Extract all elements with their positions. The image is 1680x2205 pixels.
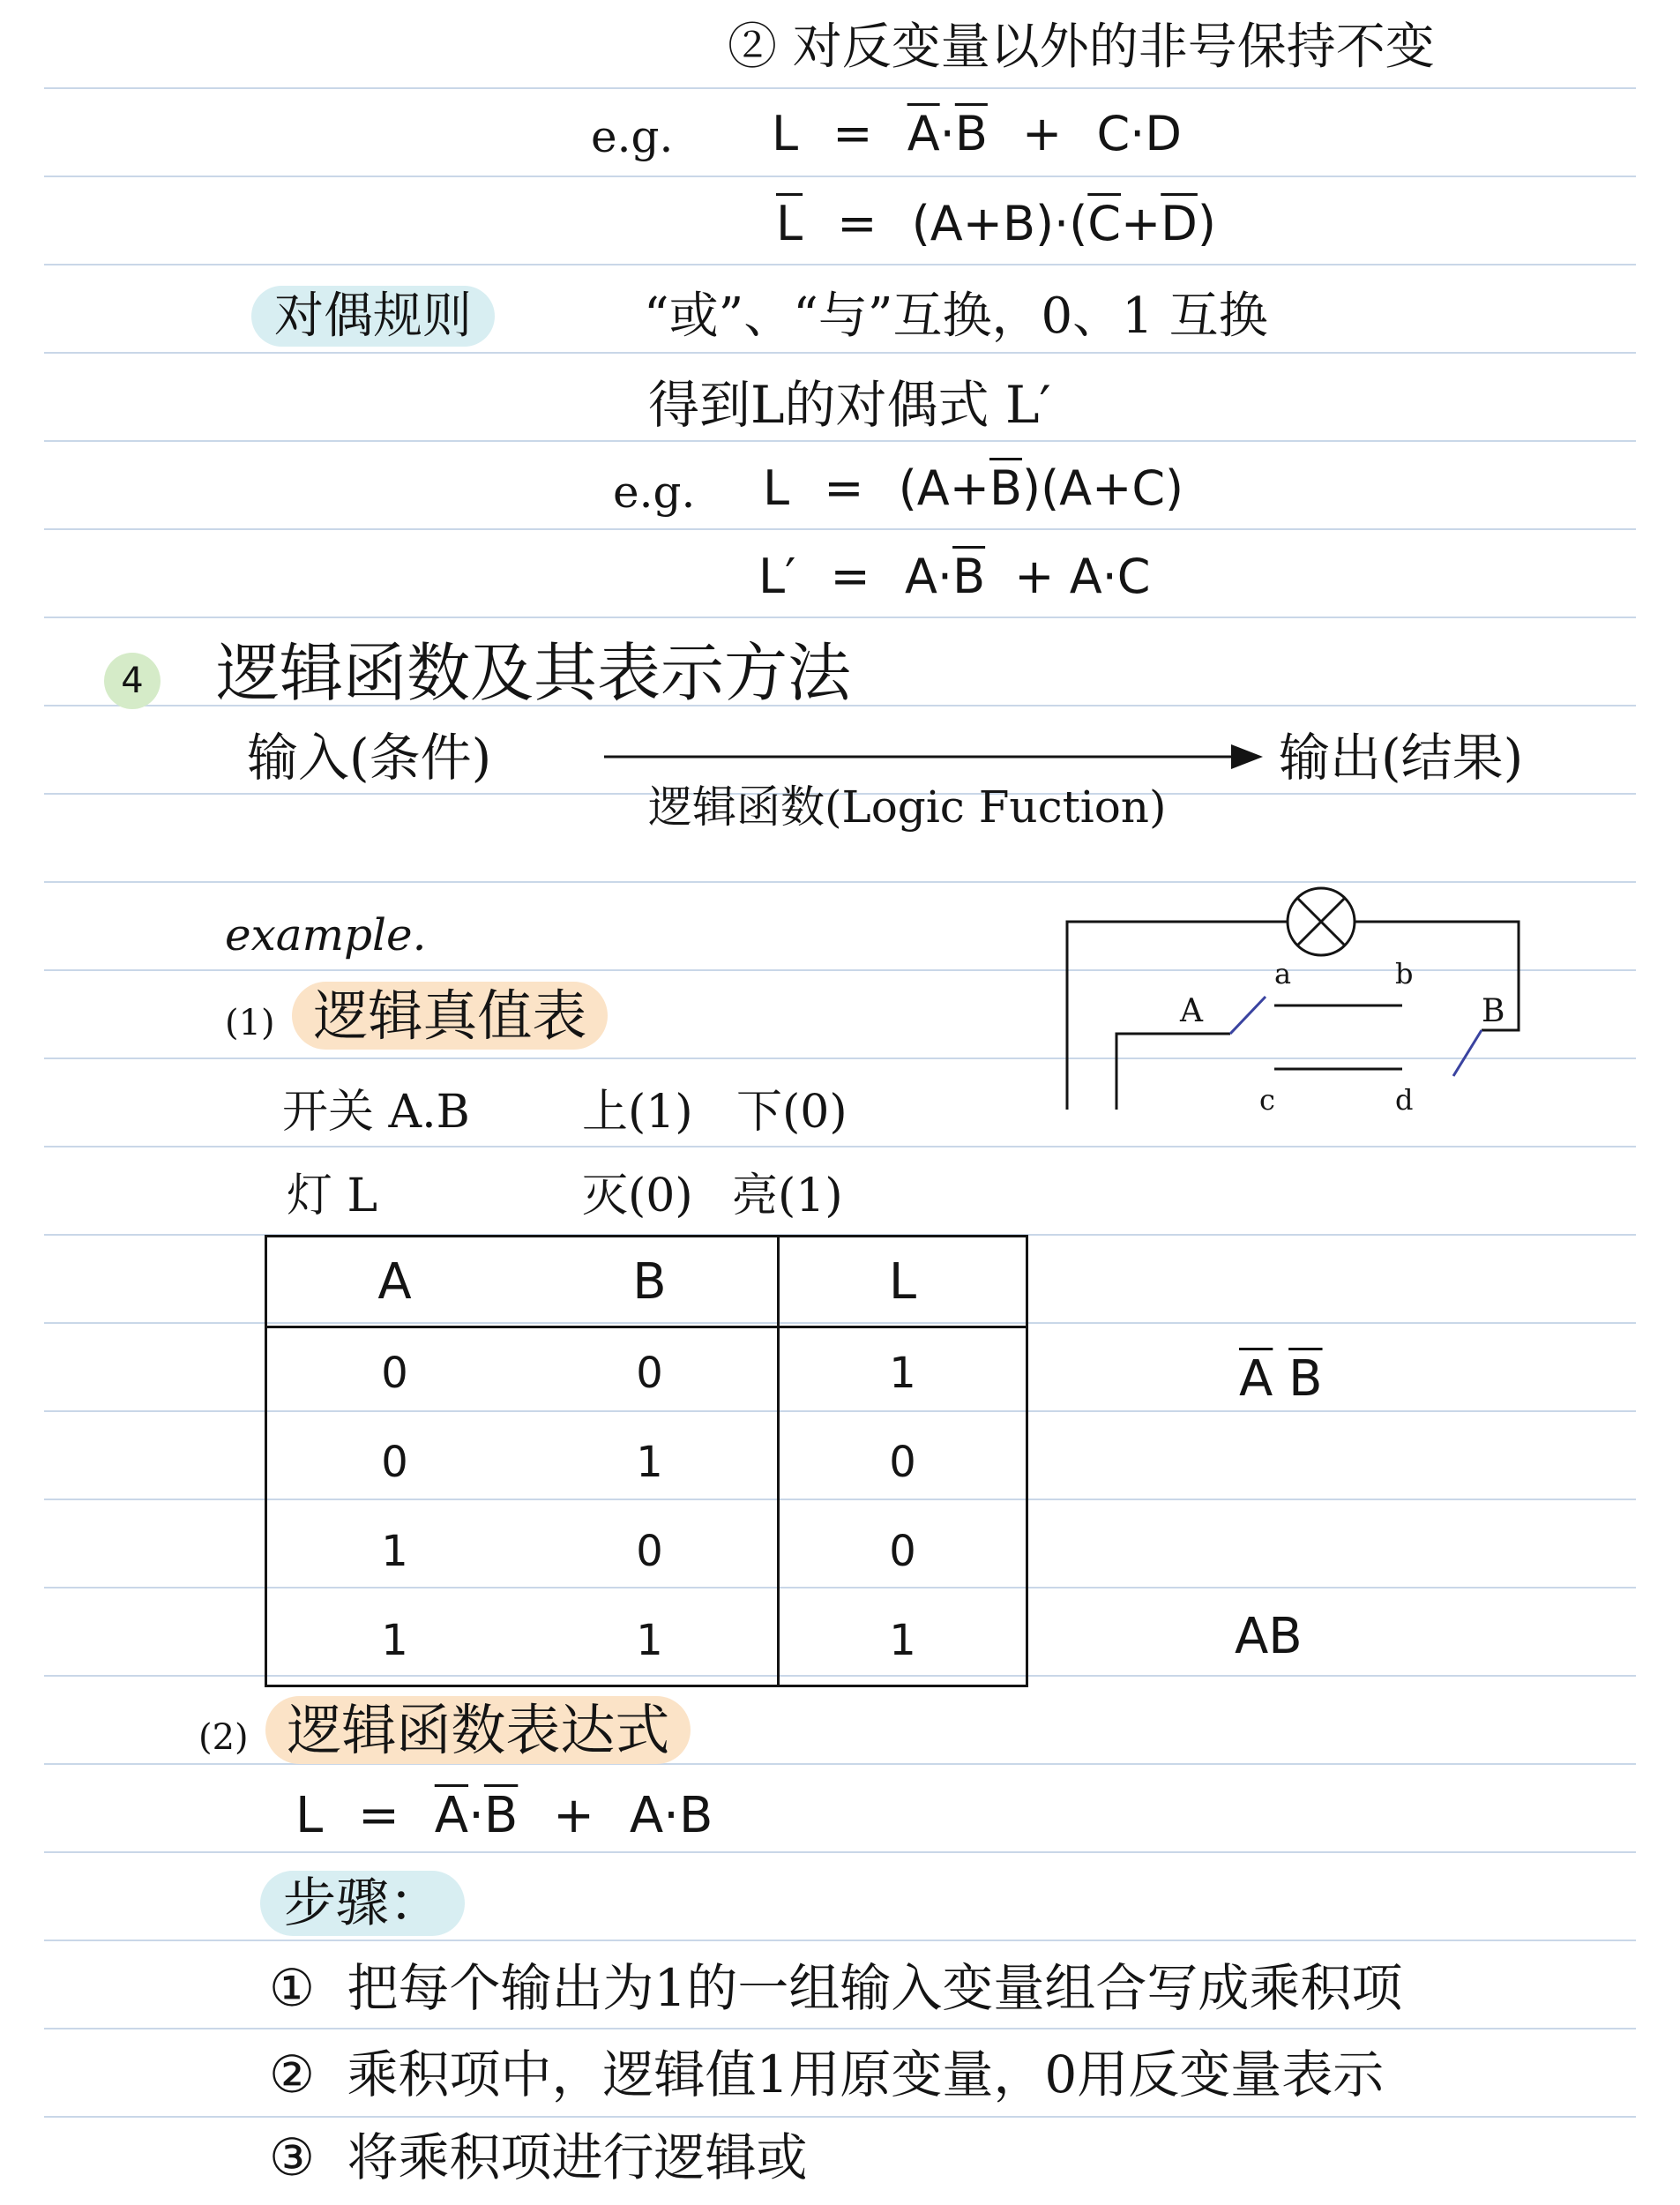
switch-down: 下(0) (736, 1086, 847, 1139)
table-header-row (266, 1237, 1027, 1327)
step-text: 将乘积项进行逻辑或 (347, 2127, 808, 2187)
expr-lhs: L (763, 460, 790, 516)
expr-eq: = (833, 106, 873, 161)
expr-lhs: L (295, 1787, 324, 1844)
item1-title: 逻辑真值表 (292, 982, 608, 1050)
truth-table (265, 1235, 1028, 1687)
cell-a: 1 (381, 1526, 408, 1576)
cell-l: 0 (778, 1417, 1027, 1506)
item1-heading (225, 983, 608, 1049)
circuit-inner-wire (1116, 1034, 1230, 1110)
step-number: ① (269, 1958, 315, 2018)
table-row (266, 1596, 1027, 1686)
expr-b-bar: $\overline{B}$ (989, 460, 1022, 516)
circuit-diagram (1049, 882, 1543, 1129)
contact-a-label: a (1274, 957, 1292, 990)
row1-product-term (1239, 1349, 1323, 1409)
expr-eq: = (358, 1787, 399, 1844)
step-item (269, 2127, 807, 2189)
expr-rest: + A·C (1014, 549, 1151, 604)
expr-b-bar: $\overline{B}$ (483, 1787, 519, 1844)
lamp-on: 亮(1) (732, 1170, 843, 1222)
duality-line1 (763, 460, 1183, 518)
eg-label-2: e.g. (613, 467, 696, 518)
contact-c-label: c (1259, 1083, 1275, 1117)
expr-b-bar: $\overline{B}$ (952, 549, 986, 604)
expr-plus: + (553, 1787, 595, 1844)
eg-label-1: e.g. (591, 111, 674, 162)
example-label: example. (225, 909, 427, 960)
step-text: 把每个输出为1的一组输入变量组合写成乘积项 (347, 1958, 1403, 2018)
cell-a: 0 (381, 1437, 408, 1487)
arrow-caption: 逻辑函数(Logic Fuction) (648, 781, 1167, 833)
expr-close: ) (1197, 196, 1216, 251)
cell-b: 0 (636, 1348, 663, 1398)
item1-number: (1) (225, 1003, 275, 1043)
section-number-badge: 4 (104, 653, 161, 709)
switch-a-blade (1230, 997, 1266, 1034)
header-a: A (266, 1237, 522, 1327)
circuit-left-wire (1067, 922, 1288, 1110)
duality-rule: “或”、“与”互换，0、1 互换 (644, 288, 1268, 345)
expr-cd: C·D (1096, 106, 1182, 161)
step-item (269, 2044, 1384, 2106)
rule-note: ② 对反变量以外的非号保持不变 (728, 19, 1435, 76)
steps-label-highlight: 步骤： (260, 1871, 465, 1936)
term-b-bar: $\overline{B}$ (1288, 1350, 1323, 1408)
contact-d-label: d (1395, 1083, 1414, 1117)
output-label: 输出(结果) (1279, 728, 1524, 788)
row4-product-term: AB (1235, 1608, 1303, 1665)
switch-up: 上(1) (582, 1086, 693, 1139)
expr-p2: )(A+C) (1022, 460, 1184, 516)
expr-part1: (A+B)·( (911, 196, 1088, 251)
duality-label-highlight: 对偶规则 (251, 286, 495, 347)
cell-b: 1 (636, 1437, 663, 1487)
expr-b-bar: $\overline{B}$ (954, 106, 988, 161)
expr-dot: · (939, 106, 955, 161)
step-number: ② (269, 2044, 315, 2104)
table-row (266, 1506, 1027, 1596)
expr-lhs: L (772, 106, 799, 161)
term-a-bar: $\overline{A}$ (1239, 1350, 1273, 1408)
item2-heading (198, 1698, 691, 1763)
expr-eq: = (830, 549, 870, 604)
expr-eq: = (824, 460, 864, 516)
table-row (266, 1417, 1027, 1506)
step-item (269, 1958, 1402, 2020)
function-arrow (600, 739, 1270, 774)
expr-d-bar: $\overline{D}$ (1161, 196, 1198, 251)
example1-line1 (772, 106, 1182, 163)
input-label: 输入(条件) (247, 728, 492, 788)
expr-ab: A·B (629, 1787, 713, 1844)
cell-l: 1 (778, 1596, 1027, 1686)
duality-line2 (758, 549, 1151, 606)
expr-a-bar: $\overline{A}$ (907, 106, 940, 161)
cell-b: 1 (636, 1615, 663, 1665)
steps-label (260, 1872, 465, 1935)
header-l: L (778, 1237, 1027, 1327)
expr-c-bar: $\overline{C}$ (1087, 196, 1122, 251)
expr-a-bar: $\overline{A}$ (434, 1787, 469, 1844)
switch-label: 开关 A.B (282, 1086, 470, 1139)
table-row (266, 1327, 1027, 1418)
lamp-off: 灭(0) (582, 1170, 693, 1222)
cell-b: 0 (636, 1526, 663, 1576)
cell-a: 1 (381, 1615, 408, 1665)
expr-lhs: L′ (758, 549, 796, 604)
expr-plus: + (1022, 106, 1063, 161)
expr-eq: = (837, 196, 877, 251)
duality-label (251, 287, 495, 346)
cell-l: 1 (778, 1327, 1027, 1418)
lamp-label: 灯 L (287, 1170, 378, 1222)
item2-number: (2) (198, 1717, 249, 1758)
expr-a: A· (904, 549, 953, 604)
section-title: 逻辑函数及其表示方法 (216, 636, 852, 710)
header-b: B (522, 1237, 778, 1327)
switch-b-label: B (1482, 993, 1505, 1029)
item2-expression: $L = \overline{A}\cdot\overline{B} + A\cdot B$ (295, 1787, 713, 1844)
expr-p1: (A+ (898, 460, 989, 516)
switch-b-blade (1453, 1030, 1482, 1076)
switch-a-label: A (1180, 993, 1203, 1029)
cell-l: 0 (778, 1506, 1027, 1596)
step-number: ③ (269, 2127, 315, 2187)
duality-result: 得到L的对偶式 L′ (648, 375, 1051, 435)
expr-plus: + (1121, 196, 1161, 251)
cell-a: 0 (381, 1348, 408, 1398)
step-text: 乘积项中，逻辑值1用原变量，0用反变量表示 (347, 2044, 1385, 2104)
contact-b-label: b (1395, 957, 1414, 990)
item2-title: 逻辑函数表达式 (265, 1696, 691, 1764)
expr-lhs-bar: $\overline{L}$ (776, 196, 803, 251)
example1-line2 (776, 196, 1216, 253)
